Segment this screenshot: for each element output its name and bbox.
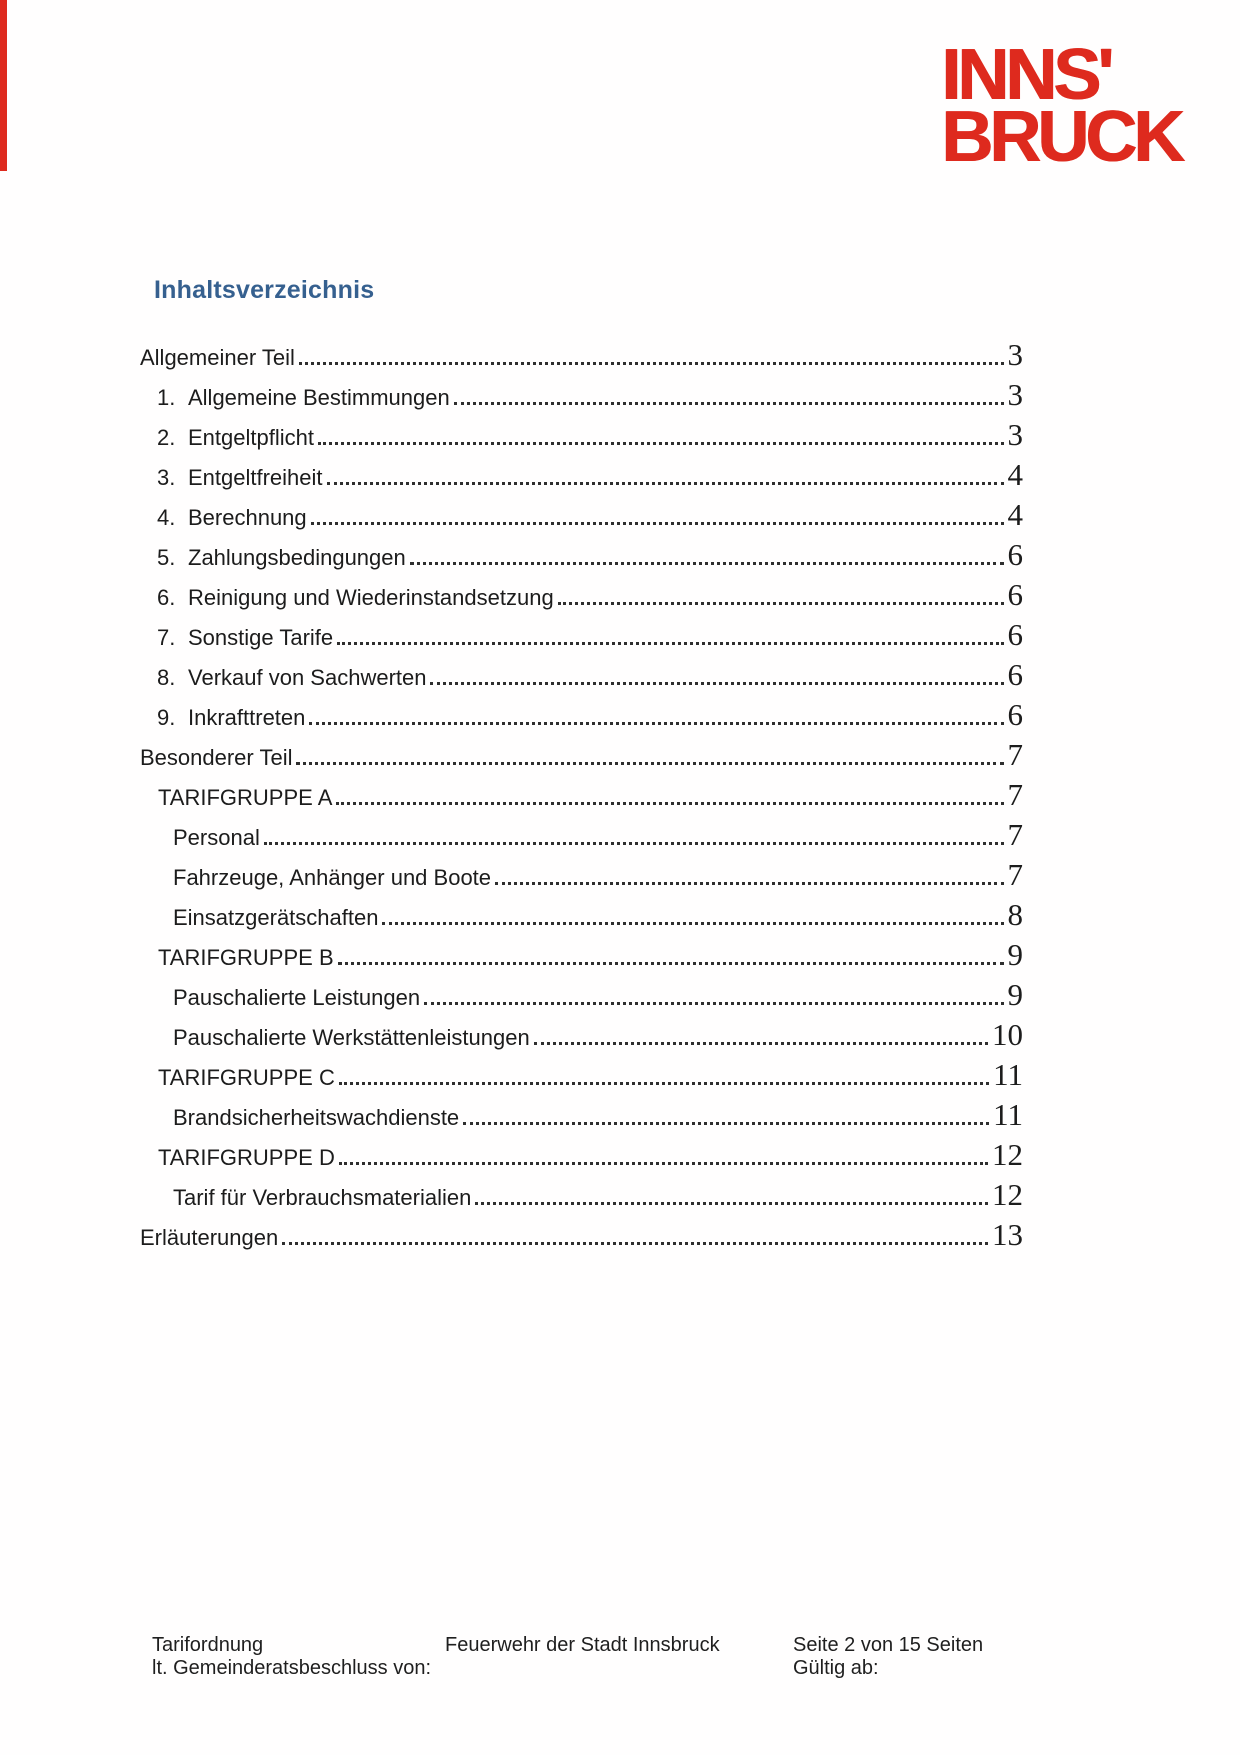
toc-entry[interactable] [140,697,1023,737]
toc-entry-label: Reinigung und Wiederinstandsetzung [188,585,554,610]
dot-leader [338,962,1004,965]
toc-entry-label: TARIFGRUPPE D [158,1145,335,1170]
footer-right [793,1634,983,1679]
toc-entry-page: 4 [1007,497,1023,532]
dot-leader [475,1202,988,1205]
toc-entry[interactable] [140,777,1023,817]
toc-entry-number: 1. [157,385,176,410]
footer-valid-from: Gültig ab: [793,1656,879,1679]
dot-leader [311,522,1004,525]
toc-entry-page: 8 [1007,897,1023,932]
toc-entry-number: 6. [157,585,176,610]
dot-leader [336,802,1003,805]
toc-entry[interactable] [140,577,1023,617]
toc-entry-page: 7 [1007,857,1023,892]
toc-entry-number: 4. [157,505,176,530]
toc-entry[interactable] [140,1177,1023,1217]
toc-entry-label: Tarif für Verbrauchsmaterialien [173,1185,472,1210]
toc-entry[interactable] [140,897,1023,937]
toc-entry-page: 6 [1007,537,1023,572]
toc-entry[interactable] [140,1057,1023,1097]
dot-leader [424,1002,1003,1005]
toc-entry-number: 3. [157,465,176,490]
toc-entry-number: 9. [157,705,176,730]
toc-entry-page: 11 [993,1057,1023,1092]
logo-line2: BRUCK [941,97,1181,177]
toc-entry-page: 6 [1007,617,1023,652]
toc-entry-label: Pauschalierte Leistungen [173,985,421,1010]
toc-entry[interactable] [140,657,1023,697]
toc-entry-label: TARIFGRUPPE A [158,785,333,810]
toc-entry[interactable] [140,1137,1023,1177]
toc-entry-label: Erläuterungen [140,1225,279,1250]
dot-leader [327,482,1004,485]
toc-entry[interactable] [140,457,1023,497]
toc-entry-label: Verkauf von Sachwerten [188,665,427,690]
toc-entry[interactable] [140,857,1023,897]
logo-line1: INNS' [941,35,1111,115]
dot-leader [318,442,1004,445]
dot-leader [337,642,1003,645]
toc-entry-label: Zahlungsbedingungen [188,545,406,570]
innsbruck-logo [941,35,1181,177]
toc-entry-page: 11 [993,1097,1023,1132]
toc-entry[interactable] [140,977,1023,1017]
toc-entry-label: Allgemeine Bestimmungen [188,385,450,410]
dot-leader [454,402,1004,405]
toc-entry[interactable] [140,377,1023,417]
toc-entry-page: 3 [1007,377,1023,412]
toc-entry-label: Einsatzgerätschaften [173,905,379,930]
toc-entry-page: 9 [1007,937,1023,972]
toc-entry-page: 7 [1007,777,1023,812]
footer-org: Feuerwehr der Stadt Innsbruck [445,1634,720,1656]
toc-entry[interactable] [140,937,1023,977]
dot-leader [309,722,1003,725]
dot-leader [282,1242,988,1245]
toc-entry-label: Inkrafttreten [188,705,306,730]
footer-doc-title: Tarifordnung [152,1634,264,1656]
dot-leader [299,362,1004,365]
toc-entry-page: 6 [1007,657,1023,692]
dot-leader [534,1042,988,1045]
toc-entry-page: 3 [1007,417,1023,452]
dot-leader [463,1122,989,1125]
toc-entry-page: 12 [992,1137,1023,1172]
toc-entry[interactable] [140,1217,1023,1257]
toc-entry[interactable] [140,737,1023,777]
toc-entry[interactable] [140,537,1023,577]
toc-entry[interactable] [140,617,1023,657]
footer-left [152,1634,431,1679]
toc-entry[interactable] [140,817,1023,857]
toc-entry-page: 9 [1007,977,1023,1012]
toc-entry-label: TARIFGRUPPE C [158,1065,335,1090]
dot-leader [495,882,1003,885]
dot-leader [296,762,1003,765]
dot-leader [339,1082,989,1085]
dot-leader [430,682,1003,685]
toc-entry-page: 3 [1007,337,1023,372]
toc-entry[interactable] [140,1097,1023,1137]
dot-leader [558,602,1004,605]
toc-entry-label: Allgemeiner Teil [140,345,295,370]
dot-leader [410,562,1004,565]
toc-entry-label: Personal [173,825,260,850]
toc-entry-label: Entgeltfreiheit [188,465,323,490]
toc-entry[interactable] [140,1017,1023,1057]
toc-entry-page: 7 [1007,737,1023,772]
toc-entry-number: 7. [157,625,176,650]
toc-entry[interactable] [140,497,1023,537]
toc-entry-page: 6 [1007,697,1023,732]
toc-list [140,337,1023,1257]
toc-entry-label: Fahrzeuge, Anhänger und Boote [173,865,492,890]
brand-stripe [0,0,7,171]
toc-entry-label: Pauschalierte Werkstättenleistungen [173,1025,530,1050]
toc-entry-label: Entgeltpflicht [188,425,314,450]
toc-entry-page: 6 [1007,577,1023,612]
toc-entry-number: 8. [157,665,176,690]
toc-entry-page: 12 [992,1177,1023,1212]
footer-page-info: Seite 2 von 15 Seiten [793,1634,984,1656]
toc-entry-label: Brandsicherheitswachdienste [173,1105,460,1130]
dot-leader [264,842,1004,845]
footer-doc-subtitle: lt. Gemeinderatsbeschluss von: [152,1656,432,1679]
toc-entry-number: 5. [157,545,176,570]
toc-entry[interactable] [140,417,1023,457]
toc-entry-page: 4 [1007,457,1023,492]
toc-entry-label: Berechnung [188,505,307,530]
toc-entry-page: 7 [1007,817,1023,852]
toc-entry-page: 13 [992,1217,1023,1252]
toc-entry-label: Besonderer Teil [140,745,293,770]
dot-leader [339,1162,988,1165]
toc-entry-number: 2. [157,425,176,450]
toc-entry-label: Sonstige Tarife [188,625,334,650]
page-title: Inhaltsverzeichnis [154,276,375,304]
toc-entry-page: 10 [992,1017,1023,1052]
toc-entry[interactable] [140,337,1023,377]
toc-entry-label: TARIFGRUPPE B [158,945,334,970]
dot-leader [382,922,1003,925]
